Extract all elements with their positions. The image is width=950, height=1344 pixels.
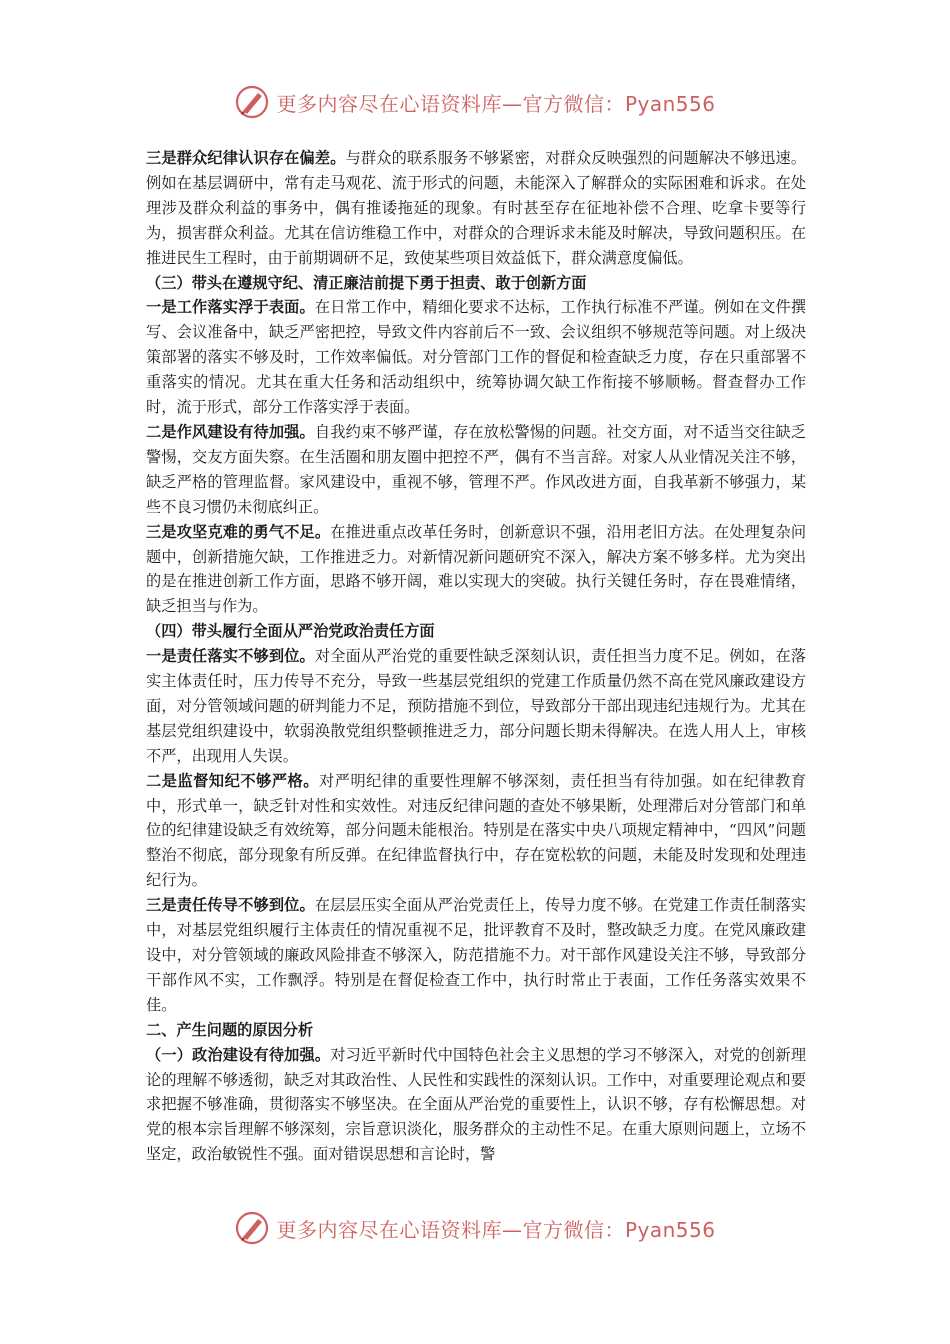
section-heading: 二、产生问题的原因分析 (146, 1020, 314, 1039)
pen-logo-icon (234, 84, 270, 120)
paragraph-body: 对习近平新时代中国特色社会主义思想的学习不够深入，对党的创新理论的理解不够透彻，缺乏对其政治性、人民性和实践性的深刻认识。工作中，对重要理论观点和要求把握不够准确，贯彻落实不够坚决。在全面从严治党的重要性上，认识不够，存有松懈思想。对党的根本宗旨理解不够深刻，宗旨意识淡化，服务群众的主动性不足。在重大原则问题上，立场不坚定，政治敏锐性不强。面对错误思想和言论时，警 (146, 1045, 807, 1164)
paragraph-lead: 二是监督知纪不够严格。 (146, 771, 319, 790)
paragraph-lead: （一）政治建设有待加强。 (146, 1045, 331, 1064)
paragraph-body: 在日常工作中，精细化要求不达标，工作执行标准不严谨。例如在文件撰写、会议准备中，缺乏严密把控，导致文件内容前后不一致、会议组织不够规范等问题。对上级决策部署的落实不够及时，工作效率偏低。对分管部门工作的督促和检查缺乏力度，存在只重部署不重落实的情况。尤其在重大任务和活动组织中，统筹协调欠缺工作衔接不够顺畅。督查督办工作时，流于形式，部分工作落实浮于表面。 (146, 298, 807, 417)
paragraph-lead: 三是群众纪律认识存在偏差。 (146, 149, 346, 167)
paragraph-lead: 三是攻坚克难的勇气不足。 (146, 522, 331, 541)
paragraph-body: 与群众的联系服务不够紧密，对群众反映强烈的问题解决不够迅速。例如在基层调研中，常有走马观花、流于形式的问题，未能深入了解群众的实际困难和诉求。在处理涉及群众利益的事务中，偶有推诿拖延的现象。有时甚至存在征地补偿不合理、吃拿卡要等行为，损害群众利益。尤其在信访维稳工作中，对群众的合理诉求未能及时解决，导致问题积压。在推进民生工程时，由于前期调研不足，致使某些项目效益低下，群众满意度偏低。 (146, 149, 807, 267)
paragraph-body: 对全面从严治党的重要性缺乏深刻认识，责任担当力度不足。例如，在落实主体责任时，压力传导不充分，导致一些基层党组织的党建工作质量仍然不高在党风廉政建设方面，对分管领域问题的研判能力不足，预防措施不到位，导致部分干部出现违纪违规行为。尤其在基层党组织建设中，软弱涣散党组织整顿推进乏力，部分问题长期未得解决。在选人用人上，审核不严，出现用人失误。 (146, 647, 807, 765)
paragraph-lead: 一是工作落实浮于表面。 (146, 298, 315, 317)
paragraph-body: 对严明纪律的重要性理解不够深刻，责任担当有待加强。如在纪律教育中，形式单一，缺乏针对性和实效性。对违反纪律问题的查处不够果断，处理滞后对分管部门和单位的纪律建设缺乏有效统筹，部分问题未能根治。特别是在落实中央八项规定精神中，“四风”问题整治不彻底，部分现象有所反弹。在纪律监督执行中，存在宽松软的问题，未能及时发现和处理违纪行为。 (146, 771, 807, 890)
footer-watermark-banner (0, 1208, 950, 1248)
paragraph (146, 769, 806, 894)
paragraph (146, 420, 806, 520)
paragraph-body: 在层层压实全面从严治党责任上，传导力度不够。在党建工作责任制落实中，对基层党组织履行主体责任的情况重视不足，批评教育不及时，整改缺乏力度。在党风廉政建设中，对分管领域的廉政风险排查不够深入，防范措施不力。对干部作风建设关注不够，导致部分干部作风不实，工作飘浮。特别是在督促检查工作中，执行时常止于表面，工作任务落实效果不佳。 (146, 896, 807, 1014)
pen-logo-icon (234, 1210, 270, 1246)
banner-text: 更多内容尽在心语资料库—官方微信：Pyan556 (276, 1217, 716, 1242)
section-heading: （四）带头履行全面从严治党政治责任方面 (146, 622, 435, 641)
header-watermark-banner (0, 82, 950, 122)
paragraph (146, 295, 806, 420)
banner-text: 更多内容尽在心语资料库—官方微信：Pyan556 (276, 91, 716, 116)
paragraph-body: 自我约束不够严谨，存在放松警惕的问题。社交方面，对不适当交往缺乏警惕，交友方面失察。在生活圈和朋友圈中把控不严，偶有不当言辞。对家人从业情况关注不够，缺乏严格的管理监督。家风建设中，重视不够，管理不严。作风改进方面，自我革新不够强力，某些不良习惯仍未彻底纠正。 (146, 422, 807, 516)
section-heading: （三）带头在遵规守纪、清正廉洁前提下勇于担责、敢于创新方面 (146, 273, 587, 292)
document-body (146, 146, 806, 1167)
paragraph (146, 1043, 806, 1168)
paragraph (146, 644, 806, 769)
paragraph-lead: 三是责任传导不够到位。 (146, 896, 315, 915)
paragraph (146, 893, 806, 1018)
paragraph (146, 520, 806, 620)
paragraph (146, 146, 806, 271)
paragraph-body: 在推进重点改革任务时，创新意识不强，沿用老旧方法。在处理复杂问题中，创新措施欠缺，工作推进乏力。对新情况新问题研究不深入，解决方案不够多样。尤为突出的是在推进创新工作方面，思路不够开阔，难以实现大的突破。执行关键任务时，存在畏难情绪，缺乏担当与作为。 (146, 522, 807, 616)
paragraph-lead: 二是作风建设有待加强。 (146, 422, 315, 441)
paragraph-lead: 一是责任落实不够到位。 (146, 647, 315, 666)
